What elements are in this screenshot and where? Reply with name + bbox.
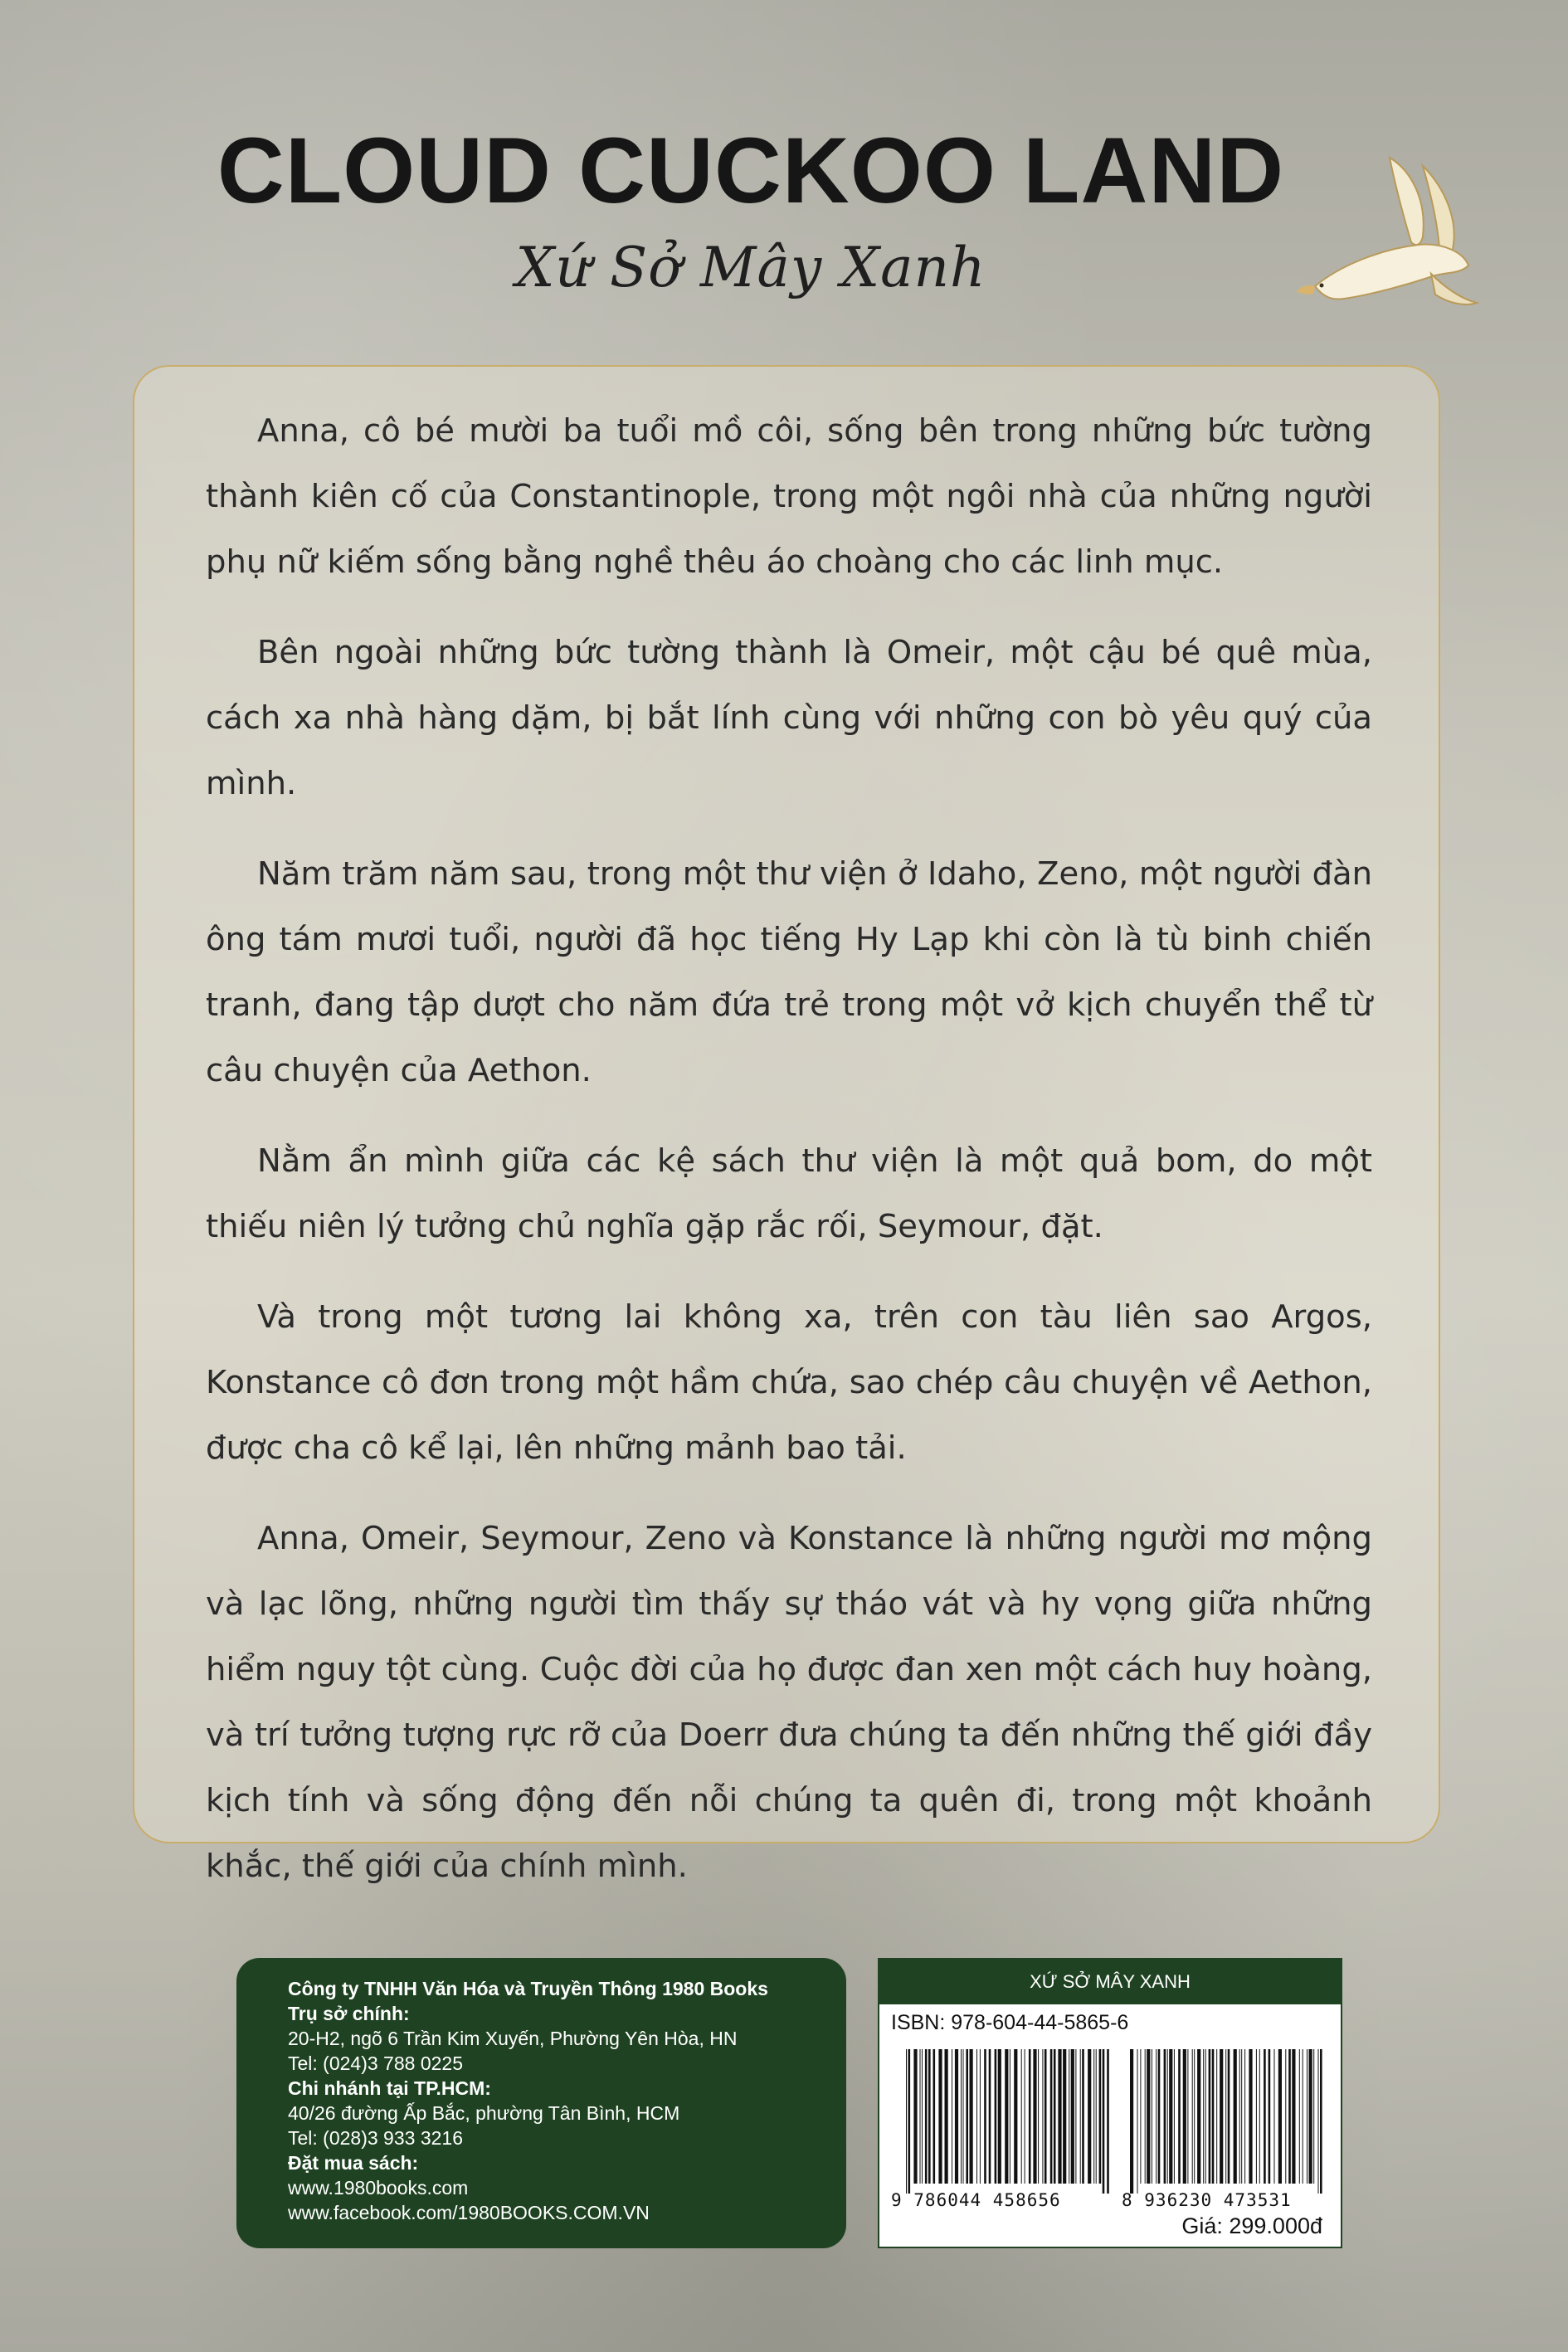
- barcode-bar: [1093, 2049, 1094, 2184]
- barcode-bar: [1212, 2049, 1215, 2184]
- barcode-bar: [976, 2049, 977, 2184]
- barcode-bar: [1075, 2049, 1076, 2184]
- barcode-bar: [920, 2049, 921, 2184]
- barcode-bar: [1071, 2049, 1074, 2184]
- book-subtitle: Xứ Sở Mây Xanh: [515, 236, 986, 299]
- barcode-bar: [1107, 2049, 1109, 2194]
- barcode-bar: [995, 2049, 997, 2184]
- barcode-bar: [1096, 2049, 1097, 2184]
- barcode-bar: [1203, 2049, 1204, 2184]
- order-label: Đặt mua sách:: [288, 2152, 419, 2174]
- barcode-bar: [1285, 2049, 1286, 2184]
- barcode-bar: [1033, 2049, 1036, 2184]
- barcode-bar: [1228, 2049, 1230, 2184]
- website-link[interactable]: www.1980books.com: [288, 2177, 469, 2199]
- barcode-bar: [938, 2049, 942, 2184]
- barcode-bar: [933, 2049, 936, 2184]
- barcode-bar: [1320, 2049, 1322, 2194]
- branch-tel: Tel: (028)3 933 3216: [288, 2127, 463, 2149]
- blurb-paragraph: Nằm ẩn mình giữa các kệ sách thư viện là một quả bom, do một thiếu niên lý tưởng chủ nghĩa gặp rắc rối, Seymour, đặt.: [206, 1142, 1372, 1245]
- barcode-bar: [1014, 2049, 1017, 2184]
- blurb-paragraph: Bên ngoài những bức tường thành là Omeir, một cậu bé quê mùa, cách xa nhà hàng dặm, bị bắt lính cùng với những con bò yêu quý của mình.: [206, 634, 1372, 802]
- barcode-bar: [1220, 2049, 1223, 2184]
- barcode-bar: [980, 2049, 981, 2184]
- barcode-bar: [1174, 2049, 1175, 2184]
- blurb-paragraph: Năm trăm năm sau, trong một thư viện ở Idaho, Zeno, một người đàn ông tám mươi tuổi, người đã học tiếng Hy Lạp khi còn là tù binh chiến tranh, đang tập dượt cho năm đứa trẻ trong một vở kịch chuyển thể từ câu chuyện của Aethon.: [206, 855, 1372, 1089]
- barcode-bar: [1063, 2049, 1066, 2184]
- barcode-bar: [955, 2049, 958, 2184]
- barcode-bar: [913, 2049, 917, 2184]
- barcode-bar: [922, 2049, 923, 2184]
- barcode-bar: [1140, 2049, 1141, 2184]
- barcode-bar: [1239, 2049, 1240, 2184]
- barcode-bar: [1299, 2049, 1300, 2184]
- product-barcode: [1128, 2049, 1327, 2194]
- barcode-bar: [1080, 2049, 1081, 2184]
- isbn-block: [878, 1958, 1342, 2248]
- blurb-paragraph: Và trong một tương lai không xa, trên con tàu liên sao Argos, Konstance cô đơn trong một hầm chứa, sao chép câu chuyện về Aethon, được cha cô kể lại, lên những mảnh bao tải.: [206, 1298, 1372, 1467]
- barcode-bar: [1169, 2049, 1172, 2184]
- barcode-bar: [1192, 2049, 1193, 2184]
- blurb-text: [206, 398, 1372, 1924]
- barcode-bar: [984, 2049, 986, 2184]
- isbn-barcode: [904, 2049, 1112, 2194]
- barcode-bar: [1029, 2049, 1031, 2184]
- barcode-bar: [1313, 2049, 1314, 2184]
- barcode-bar: [1167, 2049, 1168, 2184]
- hq-label: Trụ sở chính:: [288, 2003, 410, 2024]
- price-label: Giá: 299.000đ: [1181, 2213, 1322, 2238]
- barcode-bar: [1274, 2049, 1275, 2184]
- barcode-bar: [945, 2049, 948, 2184]
- branch-address: 40/26 đường Ấp Bắc, phường Tân Bình, HCM: [288, 2102, 680, 2124]
- barcode-bar: [1058, 2049, 1061, 2184]
- barcode-bar: [1038, 2049, 1039, 2184]
- barcode-bar: [1147, 2049, 1150, 2184]
- barcode-bar: [1021, 2049, 1022, 2184]
- barcode-bar: [1145, 2049, 1146, 2184]
- barcode-bar: [908, 2049, 911, 2194]
- branch-label: Chi nhánh tại TP.HCM:: [288, 2077, 491, 2099]
- barcode-bar: [1205, 2049, 1206, 2184]
- barcode-bar: [1309, 2049, 1312, 2184]
- barcode-bar: [1156, 2049, 1157, 2184]
- barcode-bar: [1045, 2049, 1047, 2184]
- barcode-bar: [1244, 2049, 1245, 2184]
- barcode-bar: [1234, 2049, 1237, 2184]
- barcode-bar: [1278, 2049, 1282, 2184]
- barcode-bar: [1259, 2049, 1260, 2184]
- barcode-bar: [989, 2049, 991, 2184]
- barcode-bar: [961, 2049, 962, 2184]
- barcode-bar: [1216, 2049, 1217, 2184]
- barcode-bar: [1187, 2049, 1188, 2184]
- barcode-bar: [1292, 2049, 1295, 2184]
- blurb-paragraph: Anna, cô bé mười ba tuổi mồ côi, sống bên trong những bức tường thành kiên cố của Constantinople, trong một ngôi nhà của những người phụ nữ kiếm sống bằng nghề thêu áo choàng cho các linh mục.: [206, 412, 1372, 581]
- blurb-paragraph: Anna, Omeir, Seymour, Zeno và Konstance là những người mơ mộng và lạc lõng, những người tìm thấy sự tháo vát và hy vọng giữa những hiểm nguy tột cùng. Cuộc đời của họ được đan xen một cách huy hoàng, và trí tưởng tượng rực rỡ của Doerr đưa chúng ta đến những thế giới đầy kịch tính và sống động đến nỗi chúng ta quên đi, trong một khoảnh khắc, thế giới của chính mình.: [206, 1520, 1372, 1885]
- barcode-bar: [1318, 2049, 1319, 2194]
- barcode-bar: [1158, 2049, 1161, 2184]
- barcode-bar: [998, 2049, 1001, 2184]
- barcode-bar: [928, 2049, 931, 2184]
- barcode-bar: [1042, 2049, 1043, 2184]
- barcode-bar: [1082, 2049, 1084, 2184]
- hq-tel: Tel: (024)3 788 0225: [288, 2053, 463, 2074]
- barcode-bar: [1288, 2049, 1291, 2184]
- barcode-bar: [1183, 2049, 1186, 2184]
- isbn-barcode-digits: 9 786044 458656: [891, 2190, 1061, 2210]
- barcode-bar: [1099, 2049, 1102, 2184]
- publisher-info: [236, 1958, 846, 2248]
- barcode-bar: [1256, 2049, 1257, 2184]
- barcode-bar: [970, 2049, 973, 2184]
- dove-icon: [1265, 141, 1481, 332]
- barcode-bar: [1130, 2049, 1133, 2194]
- barcode-bar: [1164, 2049, 1166, 2184]
- barcode-bar: [1194, 2049, 1195, 2184]
- barcode-bar: [1050, 2049, 1053, 2184]
- barcode-bar: [1054, 2049, 1056, 2184]
- barcode-bar: [1197, 2049, 1200, 2184]
- barcode-bar: [1249, 2049, 1252, 2184]
- barcode-bar: [1088, 2049, 1091, 2184]
- barcode-bar: [966, 2049, 968, 2184]
- hq-address: 20-H2, ngõ 6 Trần Kim Xuyến, Phường Yên Hòa, HN: [288, 2028, 738, 2049]
- barcode-bar: [1269, 2049, 1271, 2184]
- barcode-bar: [1225, 2049, 1226, 2184]
- barcode-bar: [1005, 2049, 1008, 2184]
- barcode-bar: [963, 2049, 964, 2184]
- product-barcode-digits: 8 936230 473531: [1122, 2190, 1292, 2210]
- barcode-bar: [906, 2049, 907, 2194]
- barcode-bar: [1264, 2049, 1266, 2184]
- barcode-bar: [1137, 2049, 1138, 2194]
- barcode-bar: [925, 2049, 928, 2184]
- barcode-bar: [1209, 2049, 1211, 2184]
- facebook-link[interactable]: www.facebook.com/1980BOOKS.COM.VN: [288, 2202, 650, 2223]
- isbn-header: XỨ SỞ MÂY XANH: [879, 1960, 1341, 2004]
- book-title: CLOUD CUCKOO LAND: [217, 119, 1285, 222]
- barcode-bar: [1241, 2049, 1242, 2184]
- isbn-number: ISBN: 978-604-44-5865-6: [891, 2011, 1129, 2034]
- barcode-bar: [1103, 2049, 1105, 2194]
- publisher-company: Công ty TNHH Văn Hóa và Truyền Thông 1980 Books: [288, 1978, 768, 1999]
- barcode-bar: [1178, 2049, 1181, 2184]
